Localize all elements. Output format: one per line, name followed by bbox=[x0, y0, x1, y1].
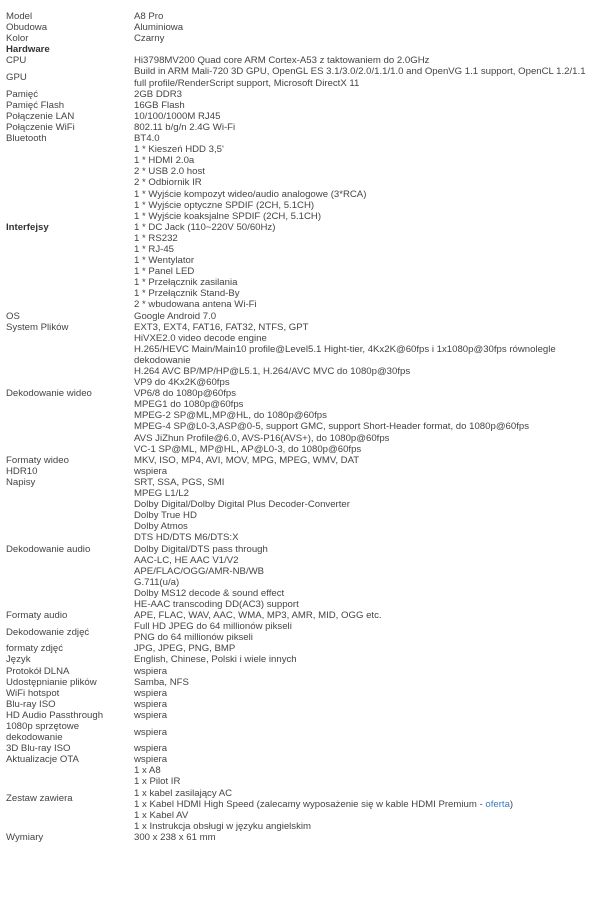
spec-label: OS bbox=[6, 310, 20, 322]
spec-label: Protokół DLNA bbox=[6, 665, 70, 677]
spec-label: Aktualizacje OTA bbox=[6, 754, 79, 766]
spec-value-line: HiVXE2.0 video decode engine bbox=[134, 332, 267, 344]
spec-row bbox=[6, 654, 596, 665]
spec-value bbox=[134, 754, 596, 765]
spec-row bbox=[6, 44, 596, 55]
spec-label: Język bbox=[6, 654, 31, 666]
spec-value bbox=[134, 55, 596, 66]
spec-value-line: 1 x Kabel AV bbox=[134, 809, 189, 821]
spec-label: Udostępnianie plików bbox=[6, 676, 97, 688]
spec-value-line: PNG do 64 millionów pikseli bbox=[134, 632, 253, 644]
spec-value-line bbox=[134, 799, 596, 810]
spec-value bbox=[134, 22, 596, 33]
spec-label: Blu-ray ISO bbox=[6, 698, 56, 710]
spec-value bbox=[134, 11, 596, 22]
spec-value bbox=[134, 699, 596, 710]
spec-value-line: Dolby Digital/Dolby Digital Plus Decoder-Converter bbox=[134, 499, 350, 511]
spec-value-line: 1 x Instrukcja obsługi w języku angielskim bbox=[134, 820, 312, 832]
spec-value bbox=[134, 33, 596, 44]
spec-row bbox=[6, 666, 596, 677]
spec-value-line: Czarny bbox=[134, 33, 165, 45]
spec-value-line: Full HD JPEG do 64 millionów pikseli bbox=[134, 621, 292, 633]
spec-value bbox=[134, 688, 596, 699]
spec-value-line: Aluminiowa bbox=[134, 22, 184, 34]
spec-row bbox=[6, 721, 596, 743]
spec-value-line: wspiera bbox=[134, 754, 168, 766]
spec-row bbox=[6, 100, 596, 111]
spec-body bbox=[6, 11, 596, 843]
spec-row bbox=[6, 122, 596, 133]
spec-value-line: Hi3798MV200 Quad core ARM Cortex-A53 z taktowaniem do 2.0GHz bbox=[134, 55, 430, 67]
spec-value bbox=[134, 89, 596, 100]
spec-value-line: 1 * Przełącznik Stand-By bbox=[134, 288, 240, 300]
spec-row bbox=[6, 11, 596, 22]
spec-row bbox=[6, 455, 596, 466]
value-text-after: ) bbox=[509, 798, 514, 810]
spec-row bbox=[6, 33, 596, 44]
spec-row bbox=[6, 754, 596, 765]
spec-value bbox=[134, 100, 596, 111]
spec-value-line: MPEG-4 SP@L0-3,ASP@0-5, support GMC, support Short-Header format, do 1080p@60fps bbox=[134, 421, 530, 433]
spec-value-line: Samba, NFS bbox=[134, 676, 189, 688]
spec-value-line: wspiera bbox=[134, 709, 168, 721]
spec-value-line: wspiera bbox=[134, 465, 168, 477]
spec-value-line: wspiera bbox=[134, 743, 168, 755]
spec-value bbox=[134, 677, 596, 688]
spec-value bbox=[134, 477, 596, 488]
spec-value-line: EXT3, EXT4, FAT16, FAT32, NTFS, GPT bbox=[134, 321, 309, 333]
spec-value-line: Dolby Digital/DTS pass through bbox=[134, 543, 268, 555]
spec-value bbox=[134, 466, 596, 477]
spec-value-line: 2 * wbudowana antena Wi-Fi bbox=[134, 299, 257, 311]
spec-value-line: 1 * Kieszeń HDD 3,5' bbox=[134, 144, 224, 156]
spec-label: Formaty wideo bbox=[6, 454, 69, 466]
spec-row bbox=[6, 610, 596, 621]
spec-value-line: VC-1 SP@ML, MP@HL, AP@L0-3, do 1080p@60fps bbox=[134, 443, 362, 455]
spec-row bbox=[6, 765, 596, 832]
spec-value bbox=[134, 832, 596, 843]
spec-value bbox=[134, 765, 596, 832]
spec-row bbox=[6, 621, 596, 643]
spec-value bbox=[134, 311, 596, 322]
spec-label: Pamięć Flash bbox=[6, 99, 65, 111]
spec-row bbox=[6, 688, 596, 699]
spec-value-line: 1 * Wyjście optyczne SPDIF (2CH, 5.1CH) bbox=[134, 199, 315, 211]
spec-label: Wymiary bbox=[6, 831, 44, 843]
spec-value-line: H.264 AVC BP/MP/HP@L5.1, H.264/AVC MVC do 1080p@30fps bbox=[134, 366, 411, 377]
spec-value-line: 1 x kabel zasilający AC bbox=[134, 787, 233, 799]
spec-value-line: 1 * RS232 bbox=[134, 232, 178, 244]
spec-value-line: 1 * RJ-45 bbox=[134, 243, 174, 255]
spec-value-line: SRT, SSA, PGS, SMI bbox=[134, 476, 225, 488]
spec-label: Dekodowanie audio bbox=[6, 543, 91, 555]
spec-row bbox=[6, 699, 596, 710]
spec-label: Napisy bbox=[6, 476, 36, 488]
spec-label: Pamięć bbox=[6, 88, 38, 100]
spec-value-line: MPEG L1/L2 bbox=[134, 488, 189, 500]
spec-row bbox=[6, 477, 596, 488]
spec-label: Bluetooth bbox=[6, 133, 47, 145]
spec-value-line: APE/FLAC/OGG/AMR-NB/WB bbox=[134, 565, 265, 577]
spec-row bbox=[6, 832, 596, 843]
spec-label: System Plików bbox=[6, 321, 69, 333]
spec-value bbox=[134, 144, 596, 310]
spec-value-line: 2 * USB 2.0 host bbox=[134, 166, 205, 178]
spec-value bbox=[134, 610, 596, 621]
spec-row bbox=[6, 111, 596, 122]
spec-value-line: Build in ARM Mali-720 3D GPU, OpenGL ES 3.1/3.0/2.0/1.1/1.0 and OpenVG 1.1 support, OpenCL 1.2/1.1 full profile/RenderScript support, Microsoft DirectX 11 bbox=[134, 66, 586, 89]
spec-value bbox=[134, 455, 596, 466]
spec-label: formaty zdjęć bbox=[6, 643, 64, 655]
spec-row bbox=[6, 466, 596, 477]
spec-table bbox=[6, 11, 596, 843]
spec-label: 1080p sprzętowe dekodowanie bbox=[6, 721, 80, 744]
spec-row bbox=[6, 677, 596, 688]
spec-value-line: 1 * Wyjście kompozyt wideo/audio analogowe (3*RCA) bbox=[134, 188, 367, 200]
spec-value-line: H.265/HEVC Main/Main10 profile@Level5.1 Hight-tier, 4Kx2K@60fps i 1x1080p@30fps równolegle dekodowanie bbox=[134, 343, 556, 366]
spec-label: Dekodowanie zdjęć bbox=[6, 626, 90, 638]
spec-label: Model bbox=[6, 11, 33, 22]
spec-row bbox=[6, 488, 596, 610]
spec-value-line: AVS JiZhun Profile@6.0, AVS-P16(AVS+), do 1080p@60fps bbox=[134, 432, 390, 444]
spec-row bbox=[6, 22, 596, 33]
spec-value-line: VP9 do 4Kx2K@60fps bbox=[134, 377, 230, 389]
spec-value-line: Google Android 7.0 bbox=[134, 310, 217, 322]
spec-value-line: 1 * Przełącznik zasilania bbox=[134, 277, 238, 289]
spec-value-line: 1 * Wentylator bbox=[134, 255, 195, 267]
spec-label: HD Audio Passthrough bbox=[6, 709, 104, 721]
spec-value-line: English, Chinese, Polski i wiele innych bbox=[134, 654, 297, 666]
spec-label: Zestaw zawiera bbox=[6, 793, 73, 805]
spec-label: Połączenie WiFi bbox=[6, 121, 75, 133]
spec-value-line: 2 * Odbiornik IR bbox=[134, 177, 202, 189]
spec-row bbox=[6, 333, 596, 455]
spec-value-line: wspiera bbox=[134, 687, 168, 699]
spec-value bbox=[134, 44, 596, 55]
spec-label: WiFi hotspot bbox=[6, 687, 60, 699]
spec-value-line: HE-AAC transcoding DD(AC3) support bbox=[134, 598, 299, 610]
spec-row bbox=[6, 311, 596, 322]
spec-value-line: MPEG-2 SP@ML,MP@HL, do 1080p@60fps bbox=[134, 410, 327, 422]
spec-label: Obudowa bbox=[6, 22, 48, 34]
spec-row bbox=[6, 133, 596, 144]
spec-value-line: Dolby True HD bbox=[134, 510, 197, 522]
spec-value bbox=[134, 111, 596, 122]
spec-label: Formaty audio bbox=[6, 610, 68, 622]
spec-value bbox=[134, 743, 596, 754]
spec-value-line: 300 x 238 x 61 mm bbox=[134, 831, 216, 843]
spec-value-line: wspiera bbox=[134, 665, 168, 677]
spec-value-line: 1 * HDMI 2.0a bbox=[134, 155, 195, 167]
spec-value-line: Dolby Atmos bbox=[134, 521, 188, 533]
spec-value bbox=[134, 322, 596, 333]
spec-value-line: 1 * Panel LED bbox=[134, 266, 195, 278]
spec-row bbox=[6, 89, 596, 100]
spec-value-line: 16GB Flash bbox=[134, 99, 185, 111]
spec-value-line: 10/100/1000M RJ45 bbox=[134, 110, 221, 122]
spec-value-line: VP6/8 do 1080p@60fps bbox=[134, 388, 237, 400]
spec-value bbox=[134, 133, 596, 144]
spec-value-line: 802.11 b/g/n 2.4G Wi-Fi bbox=[134, 121, 236, 133]
spec-value bbox=[134, 621, 596, 643]
spec-value bbox=[134, 721, 596, 743]
spec-value-line: APE, FLAC, WAV, AAC, WMA, MP3, AMR, MID, OGG etc. bbox=[134, 610, 382, 622]
spec-value-line: A8 Pro bbox=[134, 11, 164, 22]
spec-value-line: BT4.0 bbox=[134, 133, 160, 145]
spec-value bbox=[134, 710, 596, 721]
spec-value-line: AAC-LC, HE AAC V1/V2 bbox=[134, 554, 239, 566]
spec-value bbox=[134, 66, 596, 88]
spec-row bbox=[6, 66, 596, 88]
spec-row bbox=[6, 710, 596, 721]
spec-value-line: wspiera bbox=[134, 698, 168, 710]
spec-value bbox=[134, 488, 596, 610]
spec-value bbox=[134, 666, 596, 677]
spec-value-line: 2GB DDR3 bbox=[134, 88, 182, 100]
value-text: 1 x Kabel HDMI High Speed (zalecamy wyposażenie się w kable HDMI Premium - bbox=[134, 798, 486, 810]
spec-label: Połączenie LAN bbox=[6, 110, 75, 122]
spec-row bbox=[6, 643, 596, 654]
spec-row bbox=[6, 322, 596, 333]
spec-label: Kolor bbox=[6, 33, 29, 45]
spec-label: Dekodowanie wideo bbox=[6, 388, 92, 400]
spec-value bbox=[134, 333, 596, 455]
spec-label: Interfejsy bbox=[6, 221, 49, 233]
spec-value bbox=[134, 643, 596, 654]
spec-value-line: G.711(u/a) bbox=[134, 576, 180, 588]
spec-row bbox=[6, 144, 596, 310]
spec-value-line: MKV, ISO, MP4, AVI, MOV, MPG, MPEG, WMV, DAT bbox=[134, 454, 360, 466]
spec-label: CPU bbox=[6, 55, 27, 67]
spec-label: 3D Blu-ray ISO bbox=[6, 743, 71, 755]
spec-value-line: 1 * Wyjście koaksjalne SPDIF (2CH, 5.1CH) bbox=[134, 210, 322, 222]
spec-value-line: MPEG1 do 1080p@60fps bbox=[134, 399, 244, 411]
spec-value-line: JPG, JPEG, PNG, BMP bbox=[134, 643, 236, 655]
spec-row bbox=[6, 55, 596, 66]
spec-value-line: 1 * DC Jack (110~220V 50/60Hz) bbox=[134, 221, 276, 233]
offer-link[interactable]: oferta bbox=[485, 798, 510, 810]
spec-value bbox=[134, 122, 596, 133]
spec-label: Hardware bbox=[6, 44, 50, 56]
spec-value-line: wspiera bbox=[134, 726, 168, 738]
spec-value-line: 1 x Pilot IR bbox=[134, 776, 181, 788]
spec-value-line: Dolby MS12 decode & sound effect bbox=[134, 587, 285, 599]
spec-row bbox=[6, 743, 596, 754]
spec-label: HDR10 bbox=[6, 465, 38, 477]
spec-value-line: 1 x A8 bbox=[134, 765, 161, 777]
spec-value bbox=[134, 654, 596, 665]
spec-value-line: DTS HD/DTS M6/DTS:X bbox=[134, 532, 239, 544]
spec-label: GPU bbox=[6, 72, 27, 84]
